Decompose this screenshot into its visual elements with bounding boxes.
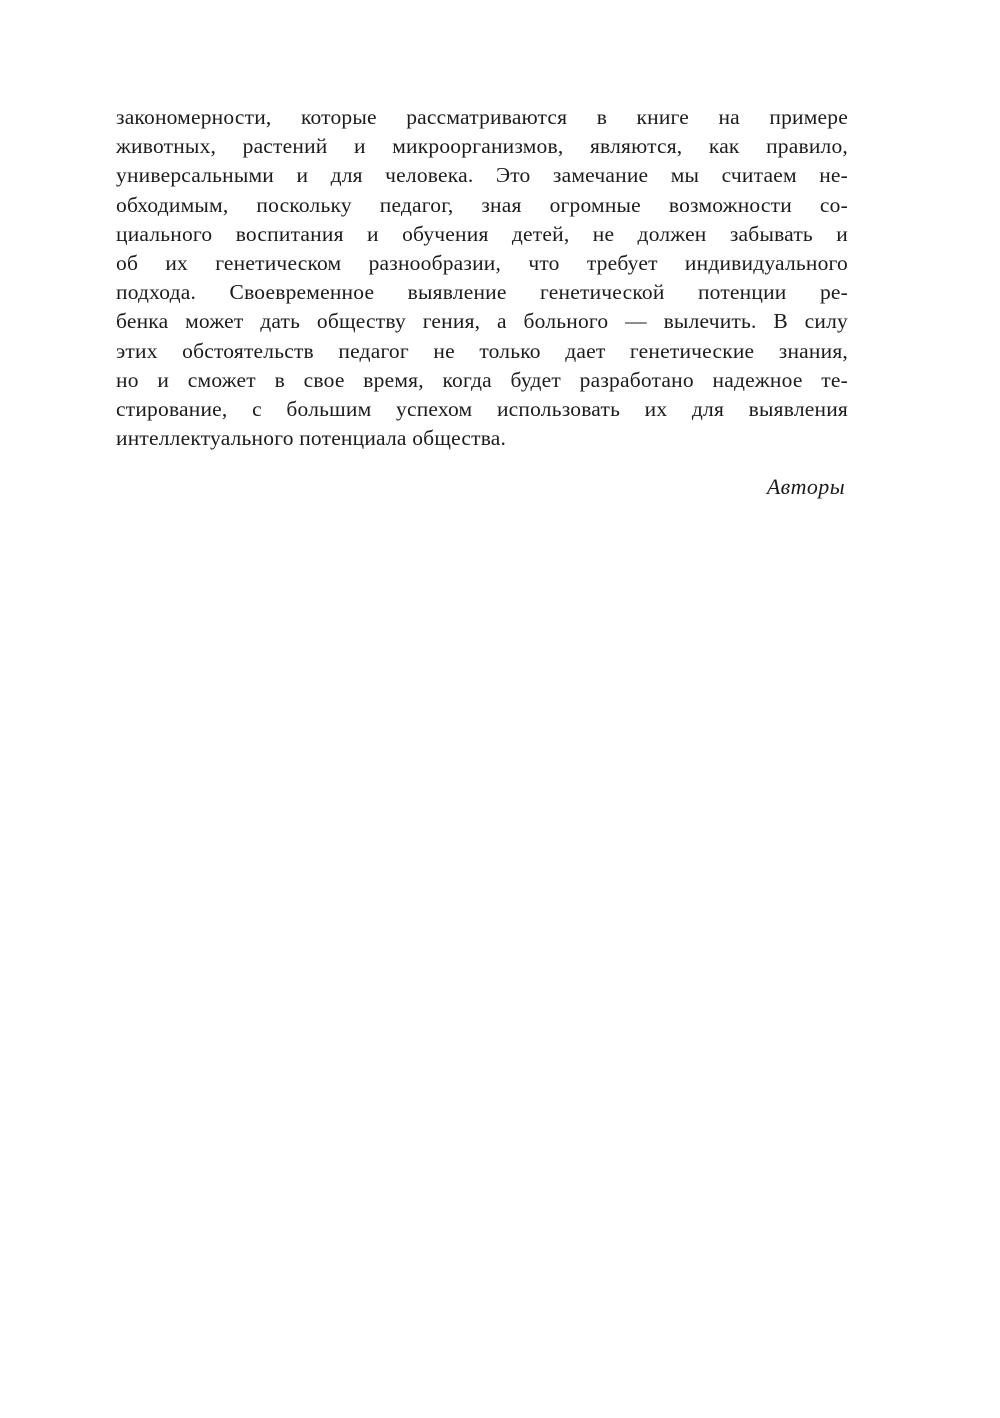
paragraph-line: этих обстоятельств педагог не только дает генетические знания,	[116, 338, 848, 363]
paragraph-line: обходимым, поскольку педагог, зная огромные возможности со-	[116, 192, 848, 217]
paragraph-line-last: интеллектуального потенциала общества.	[116, 426, 507, 451]
paragraph-line: об их генетическом разнообразии, что требует индивидуального	[116, 250, 848, 275]
paragraph-line: универсальными и для человека. Это замечание мы считаем не-	[116, 163, 848, 188]
paragraph-line: закономерности, которые рассматриваются в книге на примере	[116, 105, 848, 129]
paragraph-line: циального воспитания и обучения детей, не должен забывать и	[116, 221, 848, 246]
paragraph-line: стирование, с большим успехом использовать их для выявления	[116, 396, 848, 421]
paragraph-line: но и сможет в свое время, когда будет разработано надежное те-	[116, 367, 848, 392]
authors-signature: Авторы	[766, 474, 845, 499]
paragraph-line: подхода. Своевременное выявление генетической потенции ре-	[116, 280, 848, 305]
body-paragraph	[116, 103, 848, 453]
paragraph-line: животных, растений и микроорганизмов, являются, как правило,	[116, 134, 848, 159]
paragraph-line: бенка может дать обществу гения, а больного — вылечить. В силу	[116, 309, 848, 334]
